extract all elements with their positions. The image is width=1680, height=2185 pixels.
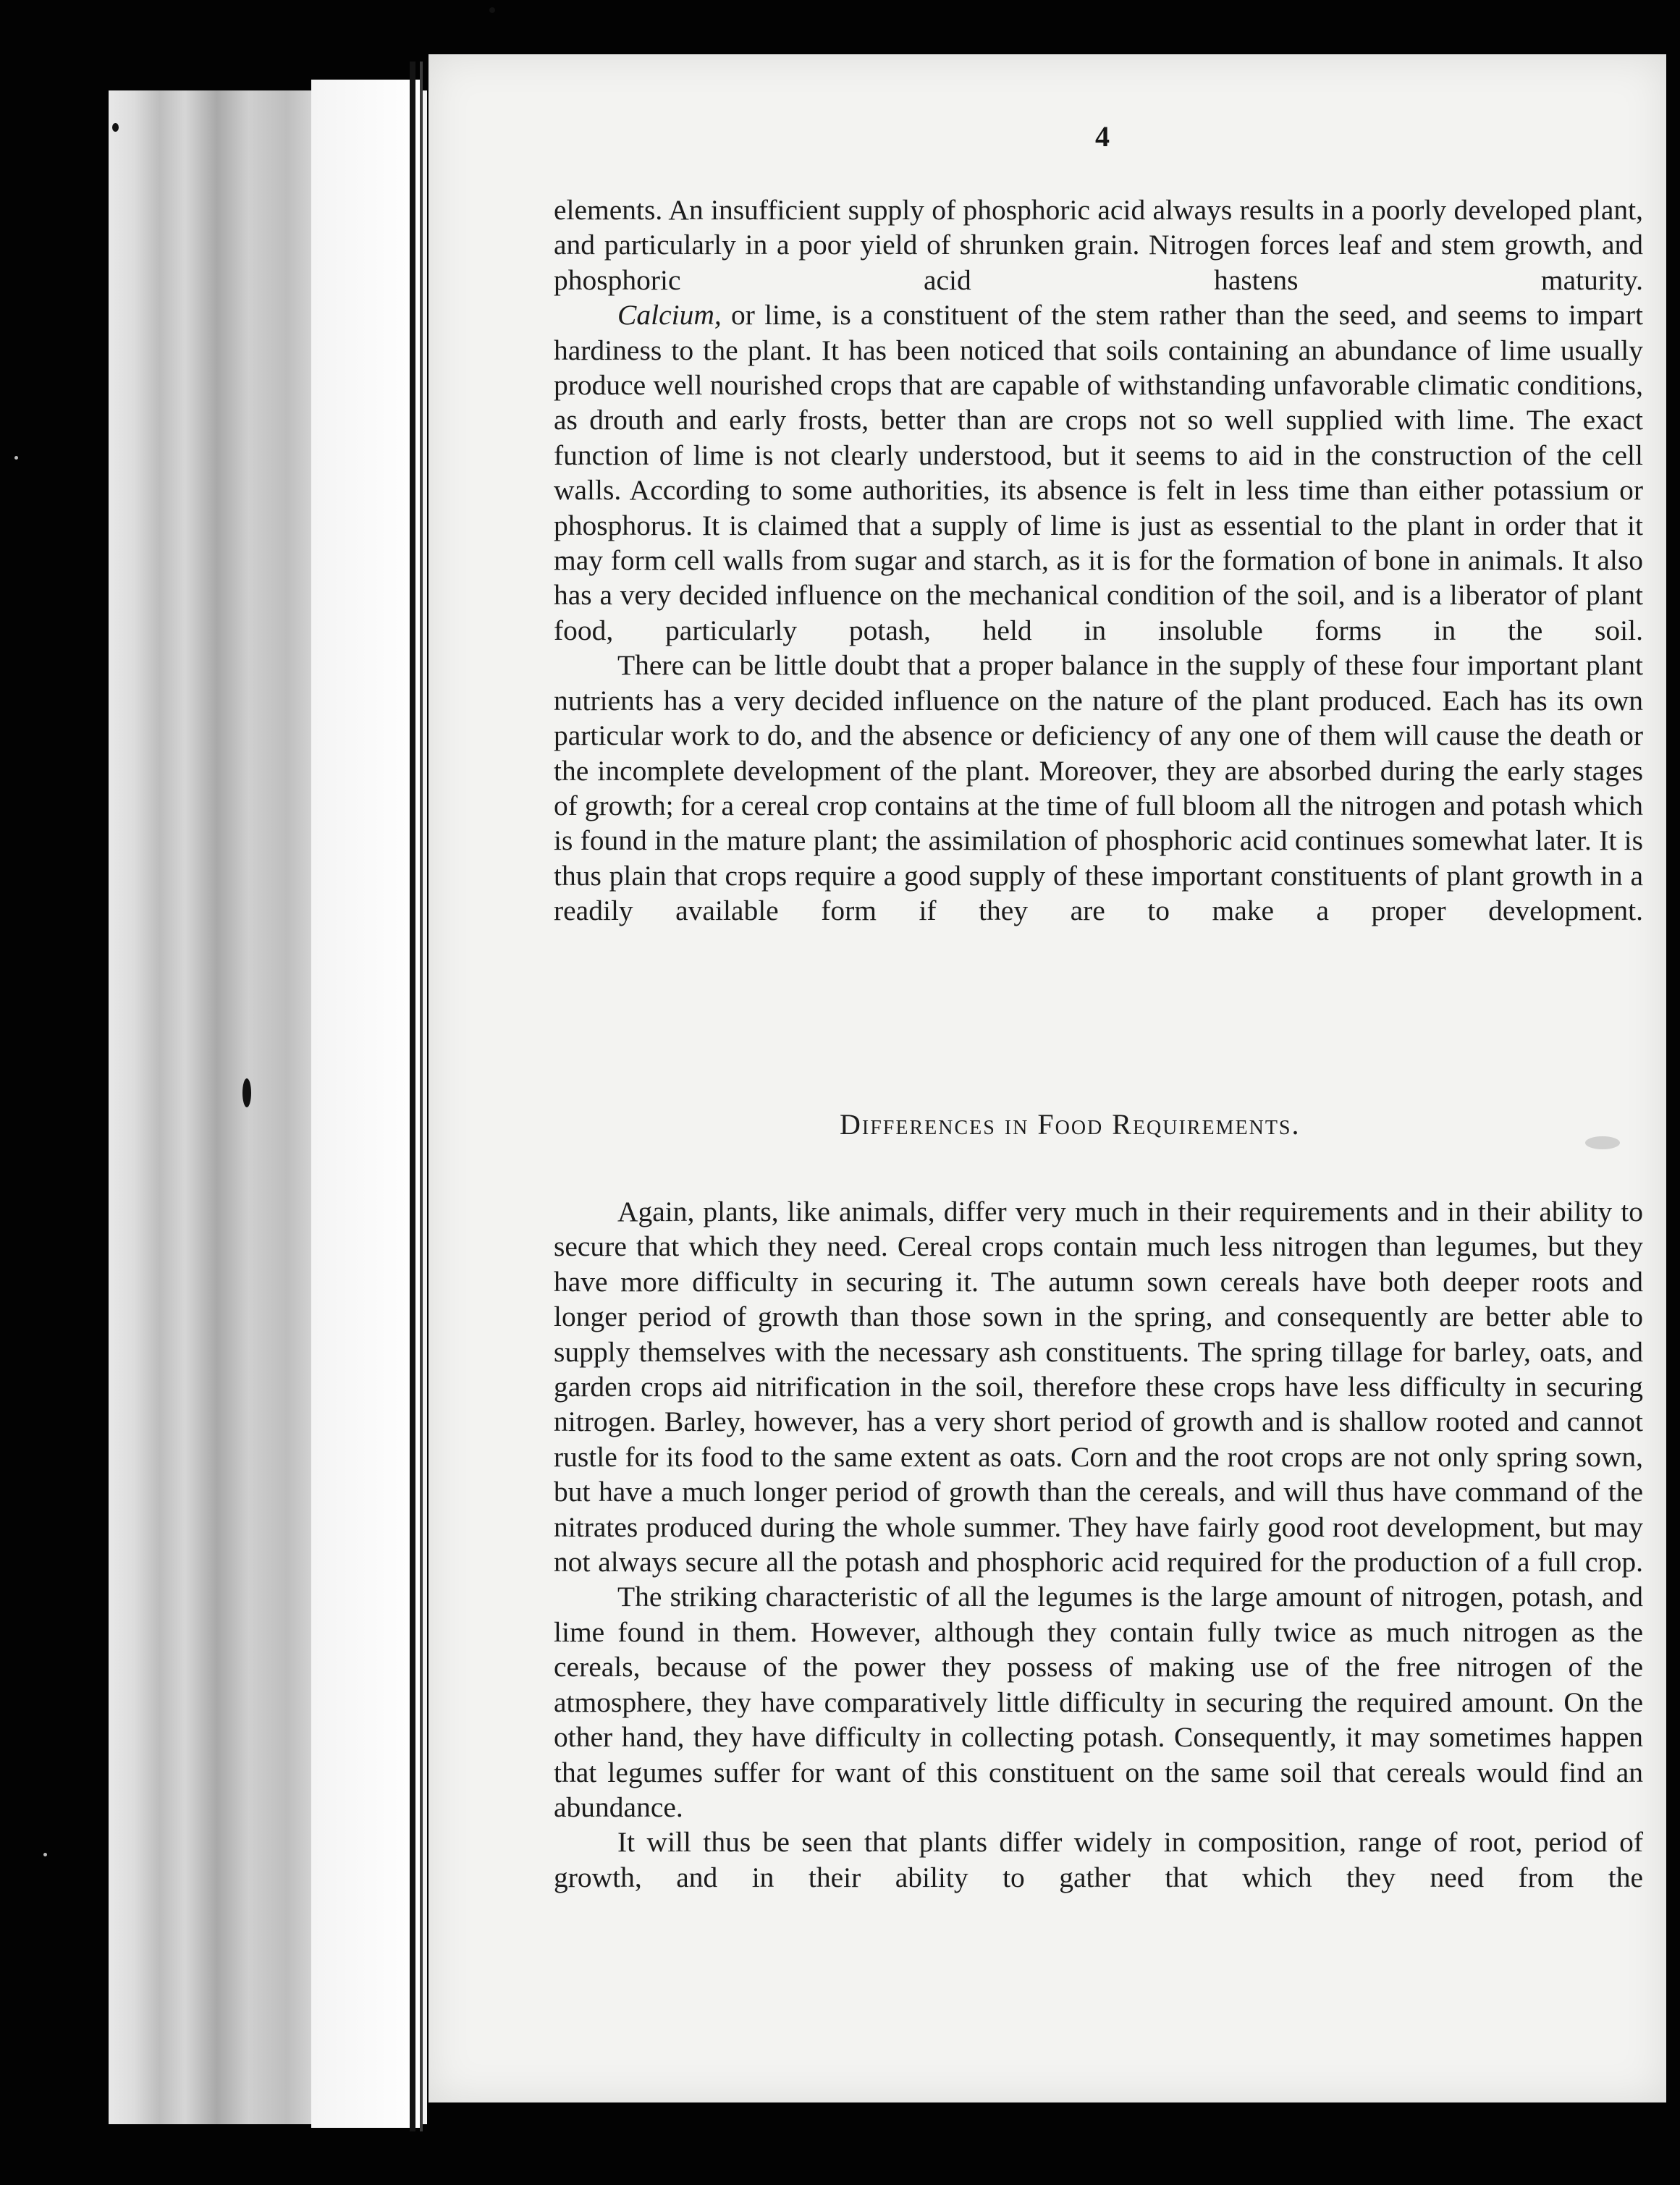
page-number: 4 — [1095, 120, 1110, 153]
paragraph: It will thus be seen that plants differ widely in composition, range of root, period of growth, and in their ability to gather that which they need from the — [554, 1826, 1643, 1893]
section-heading: Differences in Food Requirements. — [840, 1108, 1301, 1141]
film-speck — [112, 123, 119, 132]
film-speck — [43, 1853, 47, 1856]
back-page-margin — [311, 80, 420, 2128]
paragraph: elements. An insufficient supply of phosphoric acid always results in a poorly developed plant, and particularly in a poor yield of shrunken grain. Nitrogen forces leaf and stem growth, and phosphoric acid hastens maturity. — [554, 194, 1643, 296]
body-text-upper — [554, 193, 1643, 929]
film-speck — [489, 7, 495, 13]
page-gutter-line-thin — [420, 62, 423, 2131]
film-speck — [242, 1078, 251, 1107]
page-gutter-line — [410, 62, 415, 2131]
body-text-lower — [554, 1194, 1643, 1895]
paragraph: Again, plants, like animals, differ very much in their requirements and in their ability to secure that which they need. Cereal crops contain much less nitrogen than legumes, but they have more difficulty in securing it. The autumn sown cereals have both deeper roots and longer period of growth than those sown in the spring, and consequently are better able to supply themselves with the necessary ash constituents. The spring tillage for barley, oats, and garden crops aid nitrification in the soil, therefore these crops have less difficulty in securing nitrogen. Barley, however, has a very short period of growth and is shallow rooted and cannot rustle for its food to the same extent as oats. Corn and the root crops are not only spring sown, but have a much longer period of growth than the cereals, and will thus have command of the nitrates produced during the whole summer. They have fairly good root development, but may not always secure all the potash and phosphoric acid required for the production of a full crop. — [554, 1196, 1643, 1578]
paragraph: The striking characteristic of all the legumes is the large amount of nitrogen, potash, and lime found in them. However, although they contain fully twice as much nitrogen as the cereals, because of the power they possess of making use of the free nitrogen of the atmosphere, they have comparatively little difficulty in securing the required amount. On the other hand, they have difficulty in collecting potash. Consequently, it may sometimes happen that legumes suffer for want of this constituent on the same soil that cereals would find an abundance. — [554, 1581, 1643, 1823]
italic-term: Calcium, — [617, 299, 722, 331]
film-scrap — [1585, 1136, 1620, 1149]
paragraph — [554, 297, 1643, 648]
paragraph-text: or lime, is a constituent of the stem rather than the seed, and seems to impart hardiness to the plant. It has been noticed that soils containing an abundance of lime usually produce well nourished crops that are capable of withstanding unfavorable climatic conditions, as drouth and early frosts, better than are crops not so well supplied with lime. The exact function of lime is not clearly understood, but it seems to aid in the construction of the cell walls. According to some authorities, its absence is felt in less time than either potassium or phosphorus. It is claimed that a supply of lime is just as essential to the plant in order that it may form cell walls from sugar and starch, as it is for the formation of bone in animals. It also has a very decided influence on the mechanical condition of the soil, and is a liberator of plant food, particularly potash, held in insoluble forms in the soil. — [554, 299, 1643, 646]
film-speck — [14, 456, 18, 460]
paragraph: There can be little doubt that a proper balance in the supply of these four important plant nutrients has a very decided influence on the nature of the plant produced. Each has its own particular work to do, and the absence or deficiency of any one of them will cause the death or the incomplete development of the plant. Moreover, they are absorbed during the early stages of growth; for a cereal crop contains at the time of full bloom all the nitrogen and potash which is found in the mature plant; the assimilation of phosphoric acid continues somewhat later. It is thus plain that crops require a good supply of these important constituents of plant growth in a readily available form if they are to make a proper development. — [554, 649, 1643, 927]
